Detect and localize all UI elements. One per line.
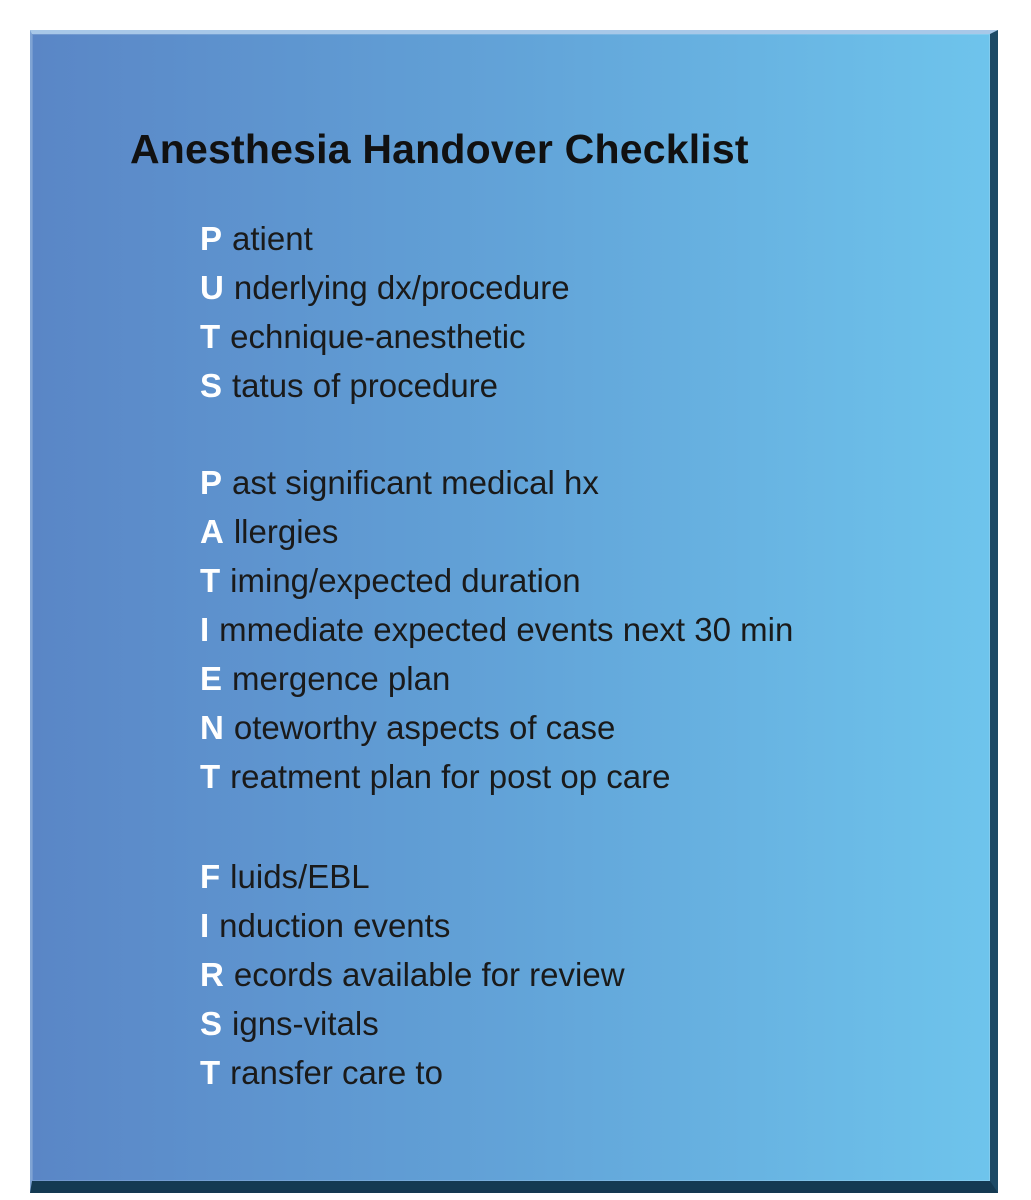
- item-text: mergence plan: [232, 660, 451, 697]
- mnemonic-letter: T: [200, 318, 221, 355]
- mnemonic-letter: I: [200, 611, 210, 648]
- checklist-item: [200, 361, 570, 410]
- item-text: atient: [232, 220, 313, 257]
- checklist-item: [200, 901, 625, 950]
- item-text: nderlying dx/procedure: [233, 269, 570, 306]
- item-text: llergies: [233, 513, 339, 550]
- mnemonic-letter: I: [200, 907, 210, 944]
- checklist-item: [200, 654, 793, 703]
- checklist-item: [200, 214, 570, 263]
- item-text: reatment plan for post op care: [230, 758, 671, 795]
- checklist-item: [200, 605, 793, 654]
- checklist-item: [200, 999, 625, 1048]
- item-text: mmediate expected events next 30 min: [219, 611, 794, 648]
- mnemonic-letter: P: [200, 220, 223, 257]
- checklist-item: [200, 458, 793, 507]
- mnemonic-letter: E: [200, 660, 223, 697]
- mnemonic-letter: U: [200, 269, 224, 306]
- checklist-title: Anesthesia Handover Checklist: [130, 126, 749, 172]
- item-text: oteworthy aspects of case: [233, 709, 616, 746]
- mnemonic-letter: N: [200, 709, 224, 746]
- mnemonic-letter: F: [200, 858, 221, 895]
- item-text: nduction events: [219, 907, 451, 944]
- item-text: ast significant medical hx: [232, 464, 599, 501]
- checklist-item: [200, 556, 793, 605]
- mnemonic-letter: S: [200, 1005, 223, 1042]
- checklist-item: [200, 1048, 625, 1097]
- item-text: tatus of procedure: [232, 367, 499, 404]
- checklist-item: [200, 703, 793, 752]
- item-text: ransfer care to: [230, 1054, 443, 1091]
- mnemonic-letter: P: [200, 464, 223, 501]
- checklist-item: [200, 950, 625, 999]
- mnemonic-group-patient: [200, 458, 793, 801]
- checklist-item: [200, 312, 570, 361]
- checklist-item: [200, 263, 570, 312]
- checklist-item: [200, 752, 793, 801]
- checklist-item: [200, 507, 793, 556]
- checklist-card: [30, 30, 998, 1193]
- mnemonic-letter: T: [200, 1054, 221, 1091]
- item-text: igns-vitals: [232, 1005, 379, 1042]
- mnemonic-letter: T: [200, 562, 221, 599]
- item-text: echnique-anesthetic: [230, 318, 526, 355]
- mnemonic-letter: T: [200, 758, 221, 795]
- item-text: ecords available for review: [233, 956, 625, 993]
- mnemonic-letter: A: [200, 513, 224, 550]
- checklist-item: [200, 852, 625, 901]
- mnemonic-letter: S: [200, 367, 223, 404]
- item-text: iming/expected duration: [230, 562, 581, 599]
- mnemonic-group-first: [200, 852, 625, 1097]
- mnemonic-group-puts: [200, 214, 570, 410]
- item-text: luids/EBL: [230, 858, 370, 895]
- mnemonic-letter: R: [200, 956, 224, 993]
